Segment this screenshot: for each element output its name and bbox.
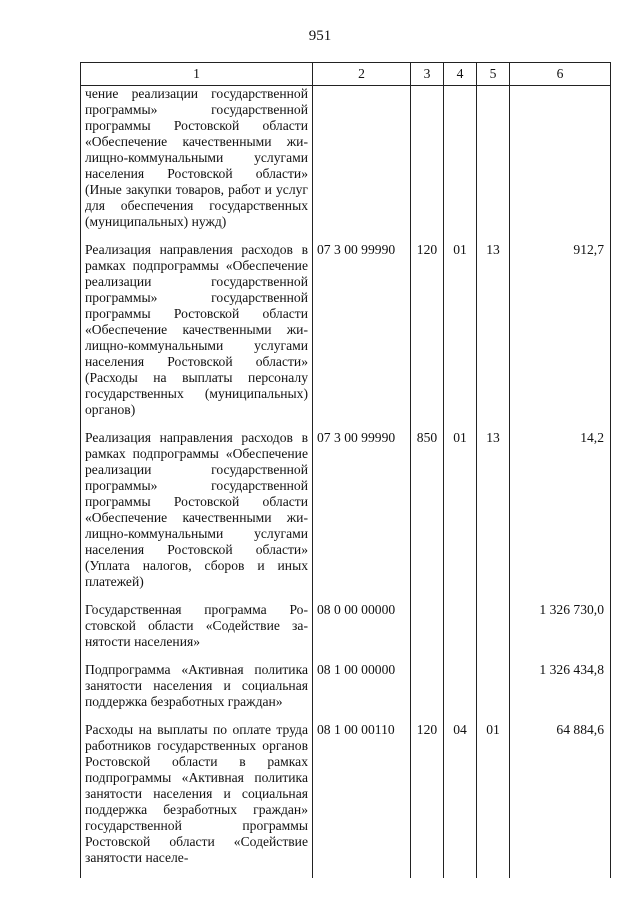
row-code: 08 0 00 00000 [313,602,411,662]
row-code: 07 3 00 99990 [313,430,411,602]
row-col-4 [444,602,477,662]
header-col-4: 4 [444,63,477,86]
row-amount: 64 884,6 [510,722,611,878]
row-col-5 [477,662,510,722]
row-col-3 [411,662,444,722]
row-col-4 [444,662,477,722]
row-col-3: 850 [411,430,444,602]
row-col-4 [444,86,477,243]
header-col-2: 2 [313,63,411,86]
header-col-1: 1 [81,63,313,86]
table-row [81,86,611,243]
table-header-row [81,63,611,86]
row-name: чение реализации государственной программы» государственной программы Ростовской области «Обеспечение качественными жилищно-коммунальными услугами населения Ростовской области» (Иные закупки товаров, работ и услуг для обеспечения государственных (муниципальных) нужд) [81,86,313,243]
row-amount: 1 326 730,0 [510,602,611,662]
row-col-5 [477,602,510,662]
table-row [81,662,611,722]
row-col-5: 13 [477,242,510,430]
row-code: 08 1 00 00110 [313,722,411,878]
row-col-3 [411,602,444,662]
page-number: 951 [308,28,332,44]
header-col-6: 6 [510,63,611,86]
header-col-3: 3 [411,63,444,86]
row-name: Реализация направления расходов в рамках подпрограммы «Обеспечение реализации государственной программы» государственной программы Ростовской области «Обеспечение качественными жилищно-коммунальными услугами населения Ростовской области» (Расходы на выплаты персоналу государственных (муниципальных) органов) [81,242,313,430]
row-name: Государственная программа Ростовской области «Содействие занятости населения» [81,602,313,662]
row-col-3 [411,86,444,243]
row-amount [510,86,611,243]
row-col-5: 01 [477,722,510,878]
row-col-4: 01 [444,430,477,602]
row-col-4: 04 [444,722,477,878]
row-amount: 14,2 [510,430,611,602]
row-code: 08 1 00 00000 [313,662,411,722]
table-row [81,242,611,430]
row-col-5: 13 [477,430,510,602]
row-name: Реализация направления расходов в рамках подпрограммы «Обеспечение реализации государственной программы» государственной программы Ростовской области «Обеспечение качественными жилищно-коммунальными услугами населения Ростовской области» (Уплата налогов, сборов и иных платежей) [81,430,313,602]
table-row [81,430,611,602]
header-col-5: 5 [477,63,510,86]
row-col-3: 120 [411,722,444,878]
row-name: Подпрограмма «Активная политика занятости населения и социальная поддержка безработных граждан» [81,662,313,722]
row-name: Расходы на выплаты по оплате труда работников государственных органов Ростовской области в рамках подпрограммы «Активная политика занятости населения и социальная поддержка безработных граждан» государственной программы Ростовской области «Содействие занятости населе- [81,722,313,878]
row-amount: 1 326 434,8 [510,662,611,722]
table-row [81,722,611,878]
row-code [313,86,411,243]
row-col-3: 120 [411,242,444,430]
table-row [81,602,611,662]
budget-table [80,62,611,878]
row-col-5 [477,86,510,243]
row-col-4: 01 [444,242,477,430]
row-amount: 912,7 [510,242,611,430]
row-code: 07 3 00 99990 [313,242,411,430]
